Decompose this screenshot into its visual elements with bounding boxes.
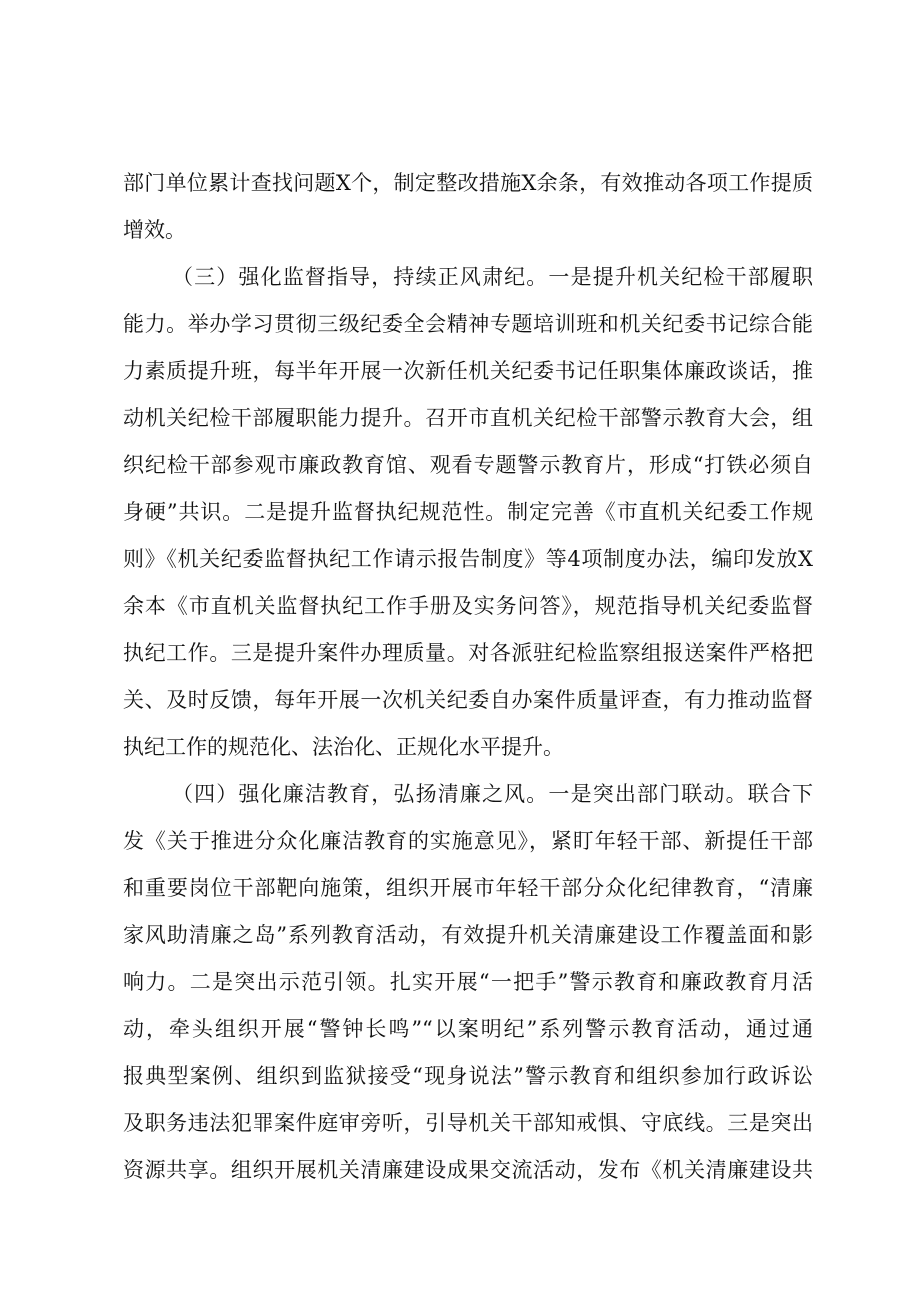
text-line: 织纪检干部参观市廉政教育馆、观看专题警示教育片，形成“打铁必须自 (123, 453, 813, 477)
paragraph-opening-line: （四）强化廉洁教育，弘扬清廉之风。一是突出部门联动。联合下 (172, 782, 813, 806)
text-line: 执纪工作。三是提升案件办理质量。对各派驻纪检监察组报送案件严格把 (123, 641, 813, 665)
text-line: 报典型案例、组织到监狱接受“现身说法”警示教育和组织参加行政诉讼 (123, 1064, 813, 1088)
text-line: 力素质提升班，每半年开展一次新任机关纪委书记任职集体廉政谈话，推 (123, 359, 813, 383)
text-line: 能力。举办学习贯彻三级纪委全会精神专题培训班和机关纪委书记综合能 (123, 312, 813, 336)
text-line: 关、及时反馈，每年开展一次机关纪委自办案件质量评查，有力推动监督 (123, 688, 813, 712)
text-line: 则》《机关纪委监督执纪工作请示报告制度》等4项制度办法，编印发放X (123, 547, 813, 571)
text-line: 增效。 (123, 218, 186, 242)
text-line: 动，牵头组织开展“警钟长鸣”“以案明纪”系列警示教育活动，通过通 (123, 1017, 813, 1041)
text-line: 部门单位累计查找问题X个，制定整改措施X余条，有效推动各项工作提质 (123, 171, 813, 195)
paragraph-opening-line: （三）强化监督指导，持续正风肃纪。一是提升机关纪检干部履职 (172, 265, 813, 289)
text-line: 执纪工作的规范化、法治化、正规化水平提升。 (123, 735, 564, 759)
text-line: 和重要岗位干部靶向施策，组织开展市年轻干部分众化纪律教育，“清廉 (123, 876, 813, 900)
text-line: 响力。二是突出示范引领。扎实开展“一把手”警示教育和廉政教育月活 (123, 970, 813, 994)
text-line: 家风助清廉之岛”系列教育活动，有效提升机关清廉建设工作覆盖面和影 (123, 923, 813, 947)
text-line: 资源共享。组织开展机关清廉建设成果交流活动，发布《机关清廉建设共 (123, 1158, 813, 1182)
text-line: 发《关于推进分众化廉洁教育的实施意见》，紧盯年轻干部、新提任干部 (123, 829, 813, 853)
text-line: 及职务违法犯罪案件庭审旁听，引导机关干部知戒惧、守底线。三是突出 (123, 1111, 813, 1135)
text-line: 身硬”共识。二是提升监督执纪规范性。制定完善《市直机关纪委工作规 (123, 500, 813, 524)
text-line: 动机关纪检干部履职能力提升。召开市直机关纪检干部警示教育大会，组 (123, 406, 813, 430)
text-line: 余本《市直机关监督执纪工作手册及实务问答》，规范指导机关纪委监督 (123, 594, 813, 618)
